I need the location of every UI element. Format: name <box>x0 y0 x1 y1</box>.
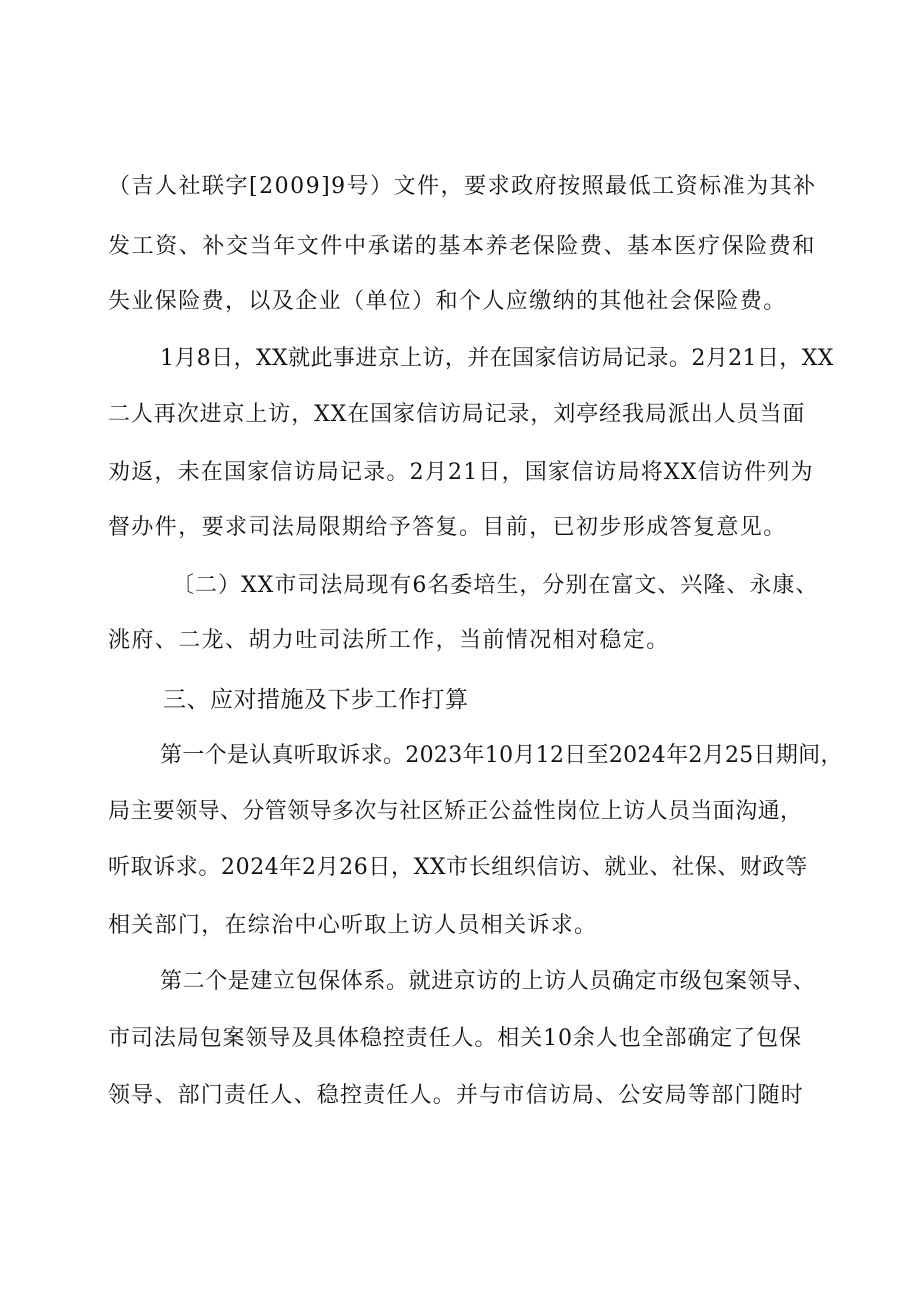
text-line-6: 劝返，未在国家信访局记录。2月21日，国家信访局将XX信访件列为 <box>108 460 814 485</box>
text-line-4: 1月8日，XX就此事进京上访，并在国家信访局记录。2月21日，XX <box>160 346 834 371</box>
text-line-12: 局主要领导、分管领导多次与社区矫正公益性岗位上访人员当面沟通， <box>108 799 803 824</box>
text-line-16: 市司法局包案领导及具体稳控责任人。相关10余人也全部确定了包保 <box>108 1026 802 1051</box>
text-line-17: 领导、部门责任人、稳控责任人。并与市信访局、公安局等部门随时 <box>108 1083 805 1108</box>
text-line-2: 发工资、补交当年文件中承诺的基本养老保险费、基本医疗保险费和 <box>108 234 817 259</box>
text-line-1: （吉人社联字[2009]9号）文件，要求政府按照最低工资标准为其补 <box>108 174 817 199</box>
text-line-9: 洮府、二龙、胡力吐司法所工作，当前情况相对稳定。 <box>108 628 670 653</box>
text-line-11: 第一个是认真听取诉求。2023年10月12日至2024年2月25日期间， <box>160 743 843 768</box>
text-line-5: 二人再次进京上访，XX在国家信访局记录，刘亭经我局派出人员当面 <box>108 402 806 427</box>
text-line-15: 第二个是建立包保体系。就进京访的上访人员确定市级包案领导、 <box>160 969 816 994</box>
text-line-13: 听取诉求。2024年2月26日，XX市长组织信访、就业、社保、财政等 <box>108 855 808 880</box>
text-line-8: 〔二）XX市司法局现有6名委培生，分别在富文、兴隆、永康、 <box>172 573 819 598</box>
text-line-7: 督办件，要求司法局限期给予答复。目前，已初步形成答复意见。 <box>108 515 787 540</box>
text-line-14: 相关部门，在综治中心听取上访人员相关诉求。 <box>108 913 598 938</box>
text-line-3: 失业保险费，以及企业（单位）和个人应缴纳的其他社会保险费。 <box>108 289 787 314</box>
section-heading: 三、应对措施及下步工作打算 <box>163 687 469 713</box>
